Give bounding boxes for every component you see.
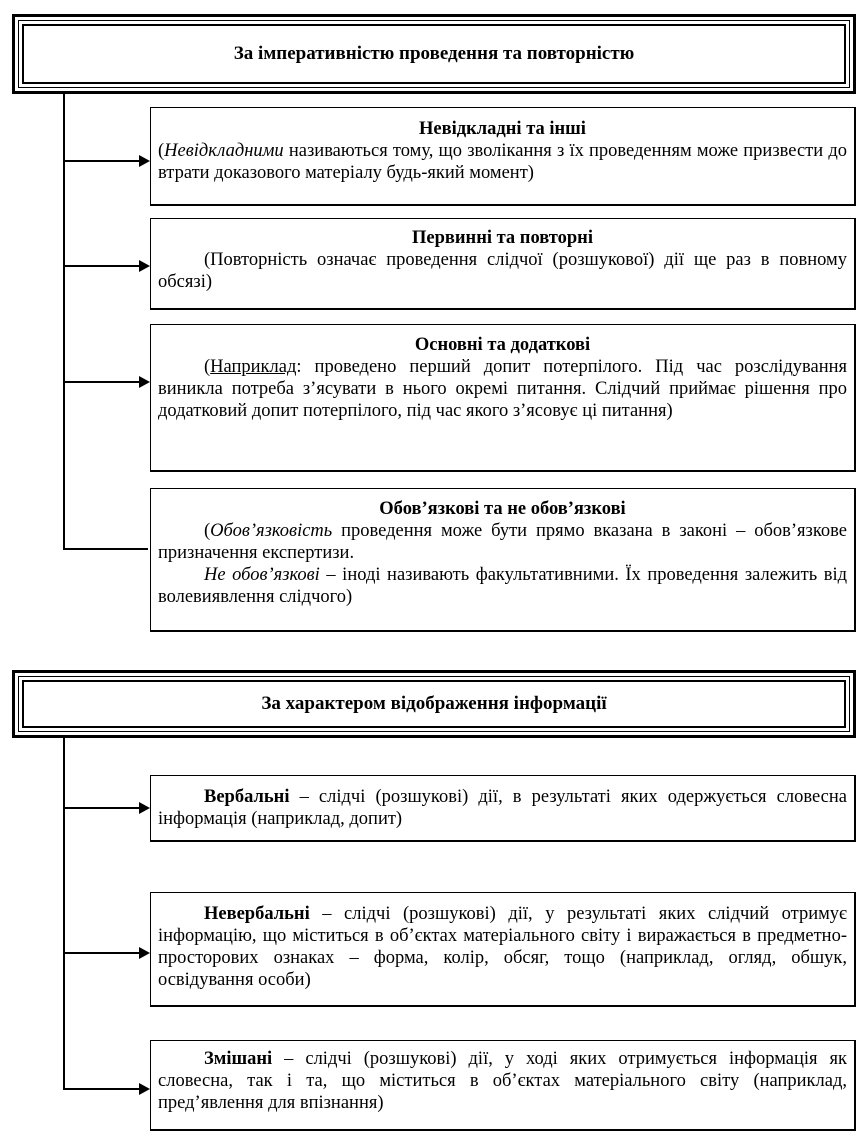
section2-item-2: [150, 892, 856, 1007]
section2-item-3: [150, 1040, 856, 1131]
section1-tail: [63, 548, 148, 550]
section2-item-1: [150, 775, 856, 842]
section2-header-title: За характером відображення інформації: [261, 693, 607, 714]
item-description: (Обов’язковість проведення може бути прямо вказана в законі – обов’язкове призначення експертизи.: [158, 521, 847, 563]
section2-arrow-1: [63, 807, 148, 809]
section2-arrow-3: [63, 1088, 148, 1090]
section1-item-4: [150, 488, 856, 632]
section1-arrow-3: [63, 381, 148, 383]
section1-connector: [63, 94, 65, 550]
section2-arrow-2: [63, 952, 148, 954]
item-description: Вербальні – слідчі (розшукові) дії, в результаті яких одержується словесна інформація (наприклад, допит): [158, 787, 847, 829]
section2-connector: [63, 738, 65, 1090]
item-description: Змішані – слідчі (розшукові) дії, у ході яких отримується інформація як словесна, так і та, що міститься в об’єктах матеріального світу (наприклад, пред’явлення для впізнання): [158, 1049, 847, 1113]
section1-header-title: За імперативністю проведення та повторністю: [233, 43, 635, 64]
section1-header: [12, 14, 856, 94]
item-title: Основні та додаткові: [414, 335, 591, 355]
item-description: (Повторність означає проведення слідчої (розшукової) дії ще раз в повному обсязі): [158, 250, 847, 292]
item-description: Невербальні – слідчі (розшукові) дії, у результаті яких слідчий отримує інформацію, що міститься в об’єктах матеріального світу і виражається в предметно-просторових ознаках – форма, колір, обсяг, тощо (наприклад, огляд, обшук, освідування особи): [158, 904, 847, 990]
section1-item-2: [150, 218, 856, 310]
item-title: Обов’язкові та не обов’язкові: [379, 499, 626, 519]
section1-item-1: [150, 107, 856, 206]
item-description-2: Не обов’язкові – іноді називають факультативними. Їх проведення залежить від волевиявлення слідчого): [158, 565, 848, 607]
item-title: Первинні та повторні: [412, 228, 593, 248]
section2-header: [12, 670, 856, 738]
item-title: Невідкладні та інші: [419, 119, 586, 139]
item-description: (Наприклад: проведено перший допит потерпілого. Під час розслідування виникла потреба з’ясувати в нього окремі питання. Слідчий приймає рішення про додатковий допит потерпілого, під час якого з’ясовує ці питання): [158, 357, 847, 421]
section1-arrow-1: [63, 160, 148, 162]
section1-item-3: [150, 324, 856, 472]
section1-arrow-2: [63, 265, 148, 267]
item-description: (Невідкладними називаються тому, що зволікання з їх проведенням може призвести до втрати доказового матеріалу будь-який момент): [158, 141, 847, 183]
